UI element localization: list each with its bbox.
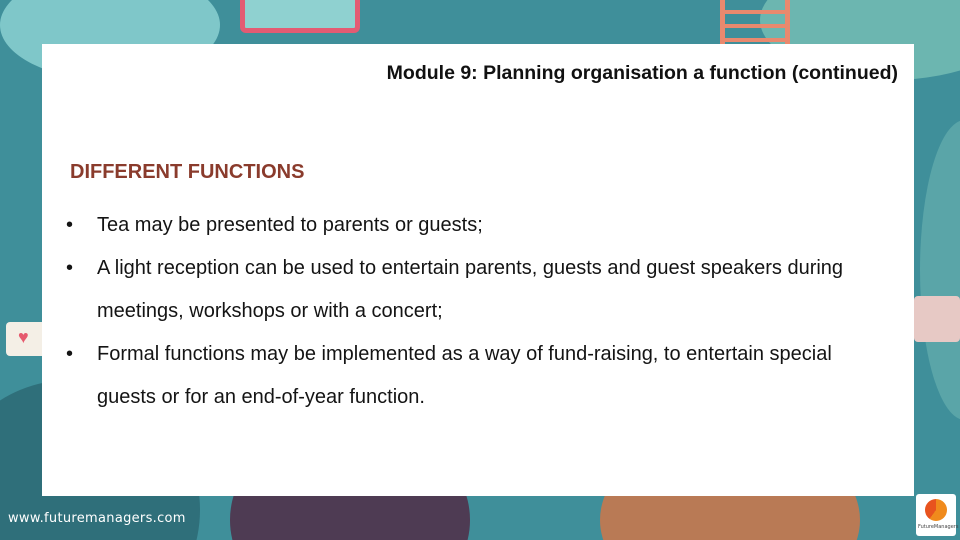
heart-card-decoration [6,322,46,356]
logo-text: FutureManagers [918,524,959,530]
bullet-item [66,333,856,419]
slide-title: Module 9: Planning organisation a function (continued) [386,62,898,84]
bullet-text: A light reception can be used to entertain parents, guests and guest speakers during meetings, workshops or with a concert; [97,257,844,322]
picture-frame-decoration [240,0,360,33]
shelf-decoration [914,296,960,342]
ladder-decoration [720,0,790,44]
logo-mark-icon [925,499,947,521]
bullet-marker: • [66,214,74,236]
bullet-marker: • [66,343,74,365]
bullet-list [66,204,856,419]
footer-website-link[interactable]: www.futuremanagers.com [8,511,186,526]
section-heading: DIFFERENT FUNCTIONS [70,161,305,183]
future-managers-logo-icon [916,494,959,536]
heart-icon: ♥ [18,327,29,347]
bullet-marker: • [66,257,74,279]
background-shape [920,120,960,420]
bullet-text: Tea may be presented to parents or guests; [97,214,483,236]
bullet-item [66,247,856,333]
bullet-text: Formal functions may be implemented as a way of fund-raising, to entertain special guests or for an end-of-year function. [97,343,832,408]
bullet-item [66,204,856,247]
